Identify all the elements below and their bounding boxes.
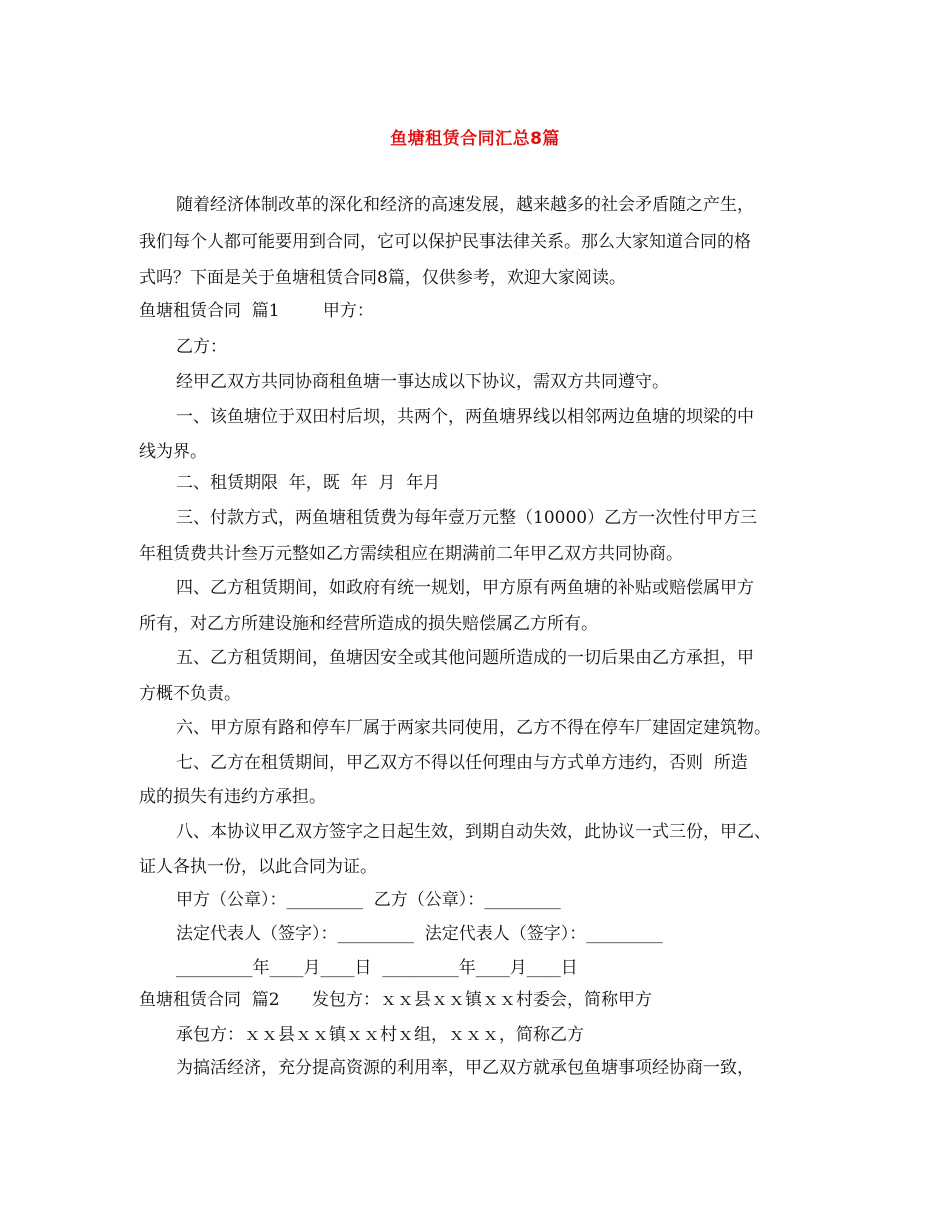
text-line: 经甲乙双方共同协商租鱼塘一事达成以下协议，需双方共同遵守。 — [176, 372, 669, 392]
text-line: 六、甲方原有路和停车厂属于两家共同使用，乙方不得在停车厂建固定建筑物。 — [176, 718, 771, 738]
text-line: 承包方：ｘｘ县ｘｘ镇ｘｘ村ｘ组，ｘｘｘ，简称乙方 — [176, 1025, 584, 1045]
text-line: 二、租赁期限 年，既 年 月 年月 — [176, 473, 441, 493]
text-line: 三、付款方式，两鱼塘租赁费为每年壹万元整（10000）乙方一次性付甲方三 — [176, 508, 758, 528]
section-heading: 鱼塘租赁合同 篇1 甲方： — [139, 301, 374, 321]
text-line: 成的损失有违约方承担。 — [139, 787, 326, 807]
document-title: 鱼塘租赁合同汇总8篇 — [390, 129, 560, 149]
text-line: 一、该鱼塘位于双田村后坝，共两个，两鱼塘界线以相邻两边鱼塘的坝梁的中 — [176, 407, 754, 427]
text-line: 七、乙方在租赁期间，甲乙双方不得以任何理由与方式单方违约，否则 所造 — [176, 753, 748, 773]
text-line: 乙方： — [176, 337, 227, 357]
text-line: 为搞活经济，充分提高资源的利用率，甲乙双方就承包鱼塘事项经协商一致， — [176, 1058, 754, 1078]
text-line: 年租赁费共计叁万元整如乙方需续租应在期满前二年甲乙双方共同协商。 — [139, 544, 683, 564]
text-line: 线为界。 — [139, 442, 207, 462]
text-line: 随着经济体制改革的深化和经济的高速发展，越来越多的社会矛盾随之产生， — [176, 195, 754, 215]
text-line: 所有，对乙方所建设施和经营所造成的损失赔偿属乙方所有。 — [139, 614, 598, 634]
date-line: _________年____月____日 _________年____月____日 — [176, 958, 578, 978]
text-line: 证人各执一份，以此合同为证。 — [139, 857, 377, 877]
text-line: 八、本协议甲乙双方签字之日起生效，到期自动失效，此协议一式三份，甲乙、 — [176, 822, 771, 842]
text-line: 五、乙方租赁期间，鱼塘因安全或其他问题所造成的一切后果由乙方承担，甲 — [176, 648, 754, 668]
text-line: 方概不负责。 — [139, 684, 241, 704]
signature-line: 甲方（公章）：_________ 乙方（公章）：_________ — [176, 890, 561, 910]
section-heading: 鱼塘租赁合同 篇2 发包方：ｘｘ县ｘｘ镇ｘｘ村委会，简称甲方 — [139, 990, 653, 1010]
text-line: 我们每个人都可能要用到合同，它可以保护民事法律关系。那么大家知道合同的格 — [139, 232, 751, 252]
text-line: 四、乙方租赁期间，如政府有统一规划，甲方原有两鱼塘的补贴或赔偿属甲方 — [176, 578, 754, 598]
text-line: 式吗？下面是关于鱼塘租赁合同8篇，仅供参考，欢迎大家阅读。 — [139, 268, 626, 288]
signature-line: 法定代表人（签字）：_________ 法定代表人（签字）：_________ — [176, 924, 663, 944]
